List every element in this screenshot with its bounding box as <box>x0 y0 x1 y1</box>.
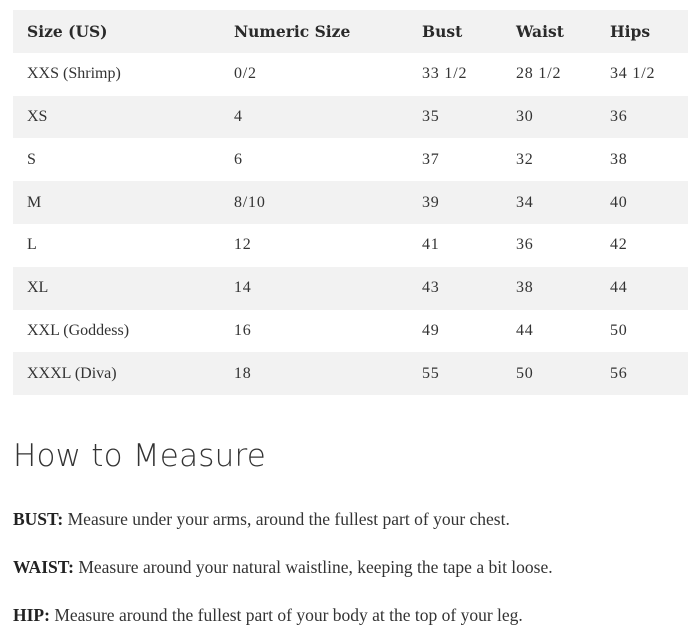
cell-size: S <box>13 138 220 181</box>
cell-numeric-size: 16 <box>220 310 408 353</box>
cell-numeric-size: 4 <box>220 96 408 139</box>
table-header-row <box>13 10 688 53</box>
header-waist: Waist <box>502 10 596 53</box>
waist-text: Measure around your natural waistline, keeping the tape a bit loose. <box>78 557 553 577</box>
table-row <box>13 96 688 139</box>
cell-bust: 43 <box>408 267 502 310</box>
how-to-measure-heading: How to Measure <box>13 438 267 474</box>
hip-instruction <box>13 605 523 626</box>
cell-bust: 33 1/2 <box>408 53 502 96</box>
table-row <box>13 224 688 267</box>
cell-hips: 36 <box>596 96 688 139</box>
cell-bust: 49 <box>408 310 502 353</box>
cell-waist: 44 <box>502 310 596 353</box>
cell-size: L <box>13 224 220 267</box>
cell-size: XL <box>13 267 220 310</box>
cell-size: XXXL (Diva) <box>13 352 220 395</box>
cell-waist: 30 <box>502 96 596 139</box>
table-row <box>13 267 688 310</box>
cell-waist: 38 <box>502 267 596 310</box>
table-row <box>13 310 688 353</box>
cell-hips: 44 <box>596 267 688 310</box>
cell-bust: 35 <box>408 96 502 139</box>
cell-hips: 34 1/2 <box>596 53 688 96</box>
header-size-us: Size (US) <box>13 10 220 53</box>
header-numeric-size: Numeric Size <box>220 10 408 53</box>
cell-size: M <box>13 181 220 224</box>
cell-waist: 50 <box>502 352 596 395</box>
cell-numeric-size: 14 <box>220 267 408 310</box>
cell-bust: 55 <box>408 352 502 395</box>
cell-numeric-size: 0/2 <box>220 53 408 96</box>
cell-numeric-size: 18 <box>220 352 408 395</box>
cell-waist: 34 <box>502 181 596 224</box>
size-chart-table <box>13 10 688 395</box>
cell-size: XXS (Shrimp) <box>13 53 220 96</box>
cell-bust: 37 <box>408 138 502 181</box>
cell-waist: 28 1/2 <box>502 53 596 96</box>
bust-term: BUST: <box>13 509 64 529</box>
table-row <box>13 352 688 395</box>
cell-hips: 42 <box>596 224 688 267</box>
bust-text: Measure under your arms, around the fullest part of your chest. <box>67 509 510 529</box>
cell-bust: 39 <box>408 181 502 224</box>
table-row <box>13 53 688 96</box>
cell-hips: 56 <box>596 352 688 395</box>
hip-text: Measure around the fullest part of your body at the top of your leg. <box>54 605 523 625</box>
header-hips: Hips <box>596 10 688 53</box>
cell-waist: 36 <box>502 224 596 267</box>
bust-instruction <box>13 509 510 530</box>
cell-hips: 40 <box>596 181 688 224</box>
cell-numeric-size: 6 <box>220 138 408 181</box>
cell-numeric-size: 12 <box>220 224 408 267</box>
cell-hips: 38 <box>596 138 688 181</box>
cell-numeric-size: 8/10 <box>220 181 408 224</box>
cell-waist: 32 <box>502 138 596 181</box>
cell-size: XXL (Goddess) <box>13 310 220 353</box>
waist-term: WAIST: <box>13 557 74 577</box>
cell-bust: 41 <box>408 224 502 267</box>
cell-size: XS <box>13 96 220 139</box>
table-row <box>13 181 688 224</box>
cell-hips: 50 <box>596 310 688 353</box>
table-row <box>13 138 688 181</box>
header-bust: Bust <box>408 10 502 53</box>
waist-instruction <box>13 557 553 578</box>
hip-term: HIP: <box>13 605 50 625</box>
